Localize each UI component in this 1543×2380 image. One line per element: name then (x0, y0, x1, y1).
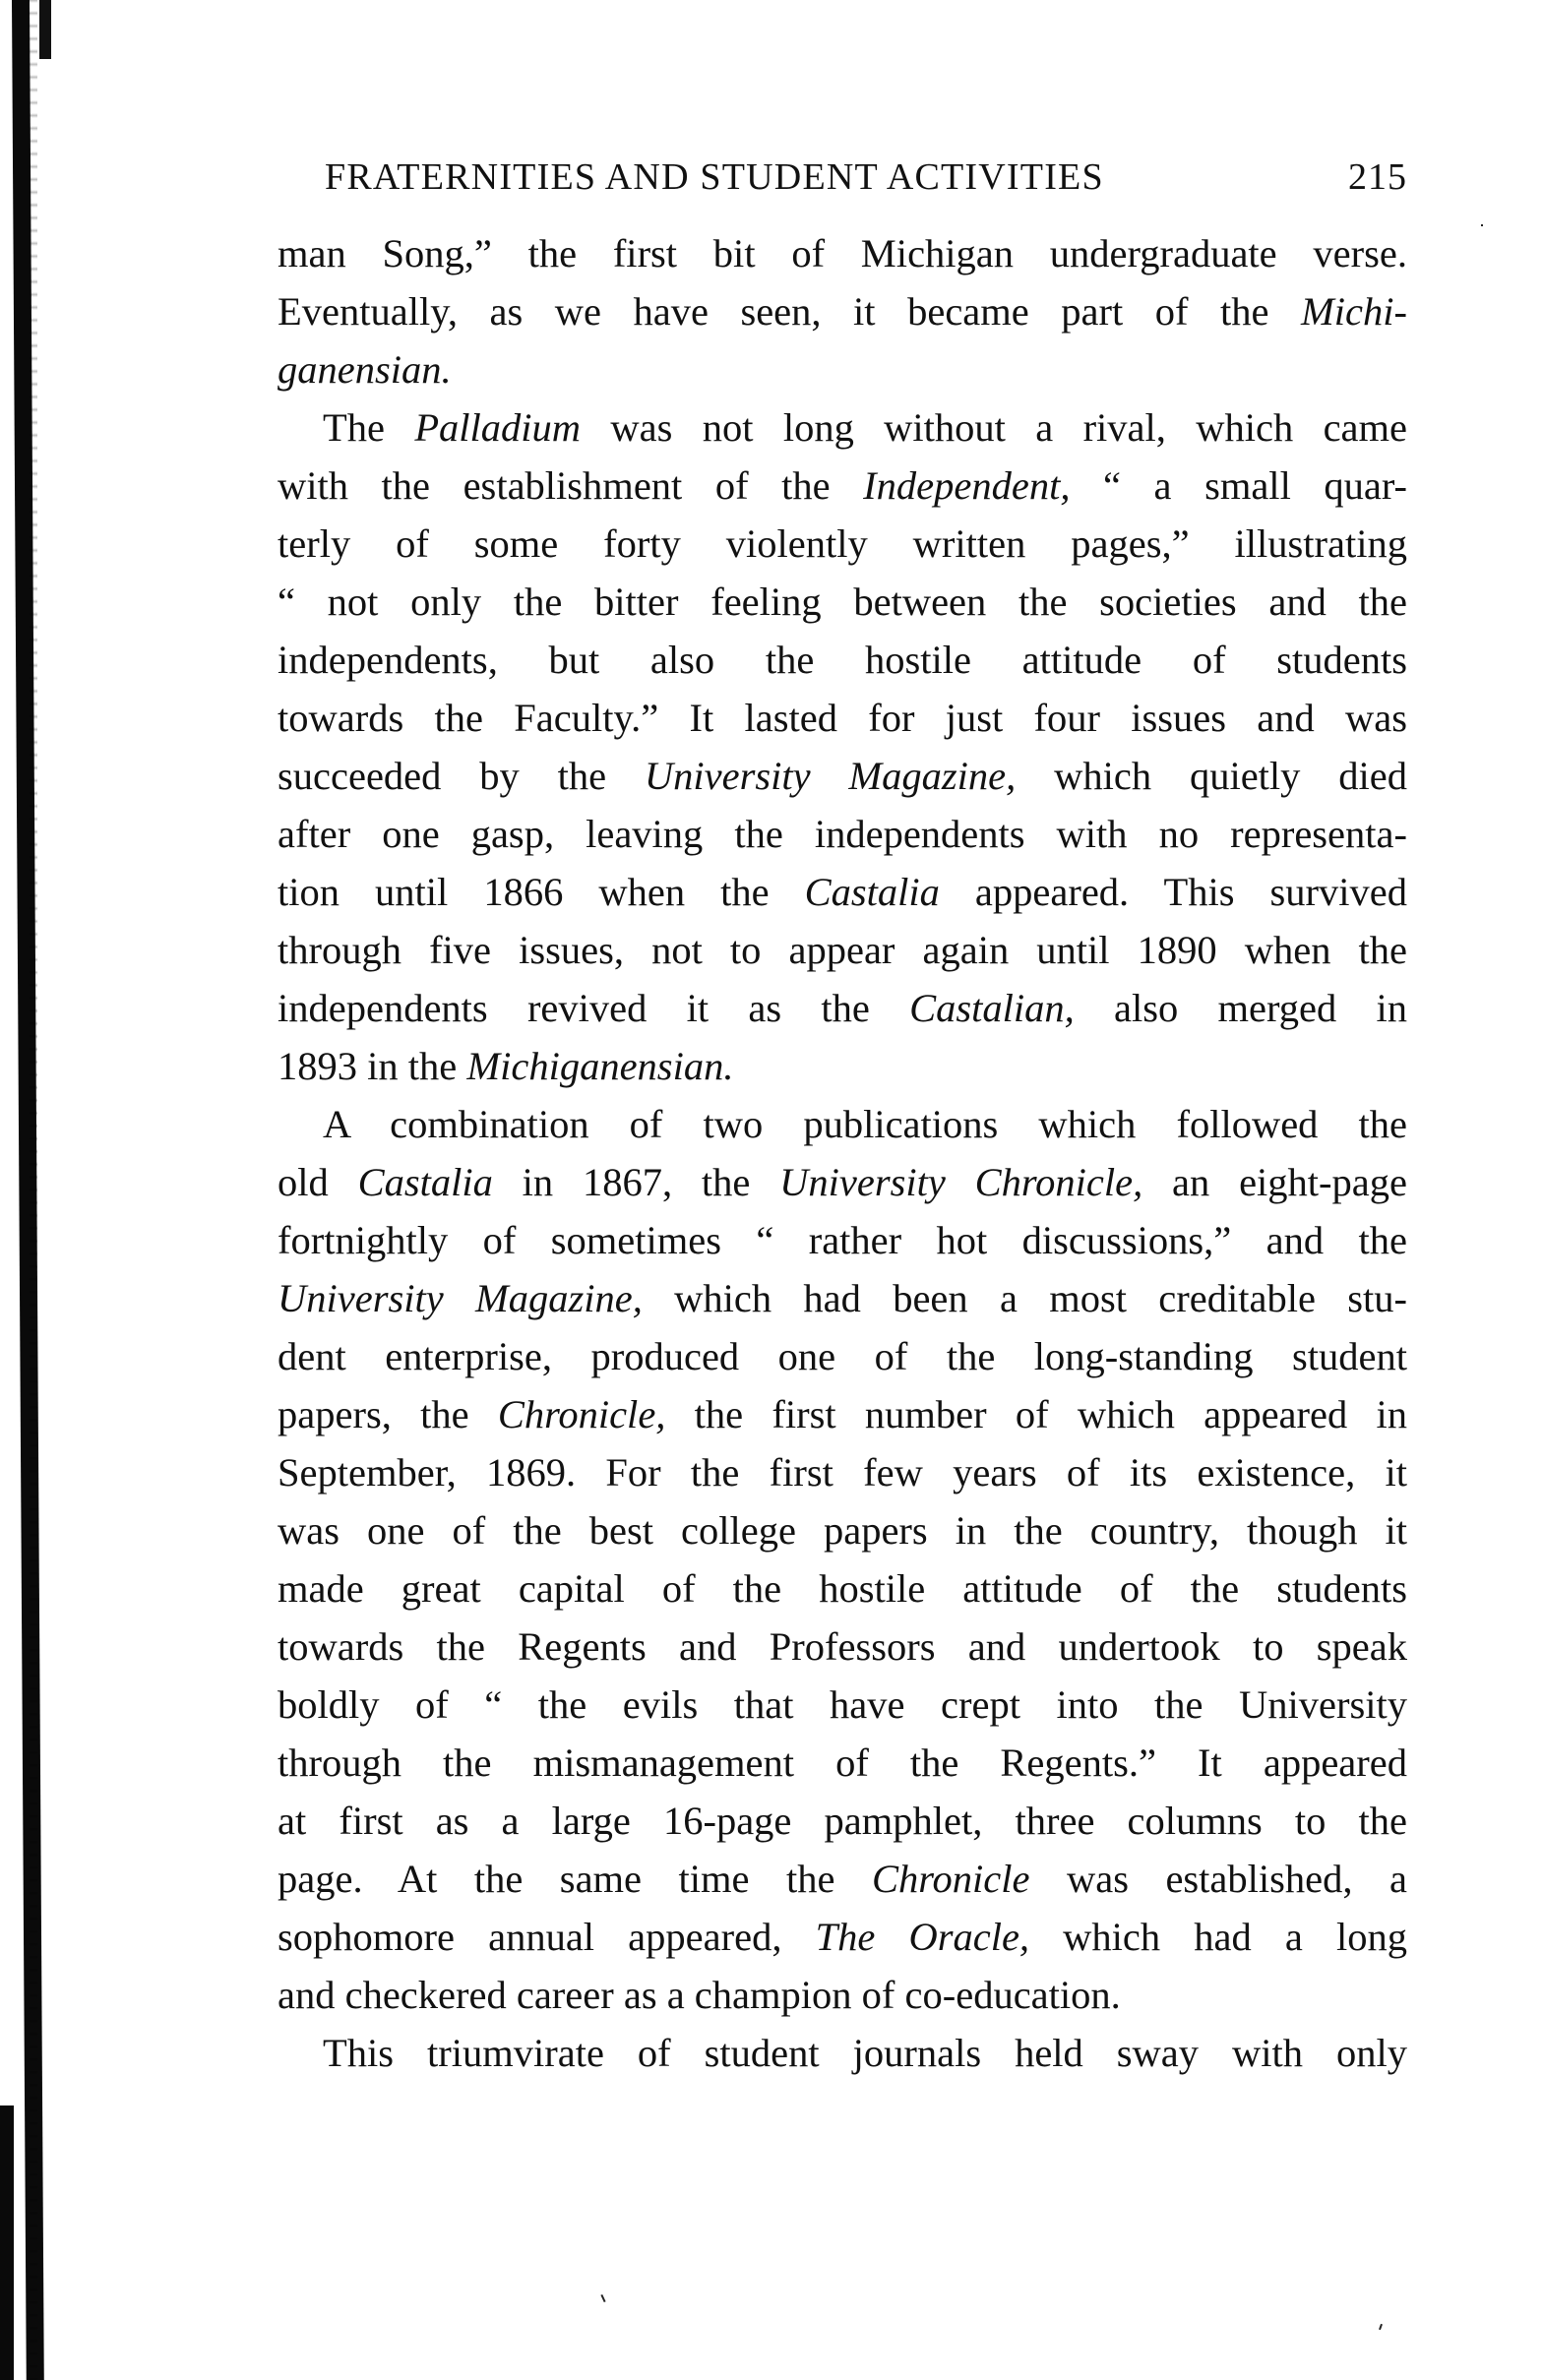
scan-speck (600, 2294, 605, 2302)
italic-title: Independent, (863, 463, 1071, 508)
text-run: which had a long (1029, 1915, 1407, 1959)
text-run: independents, but also the hostile attitude of students (278, 638, 1407, 682)
italic-title: Chronicle (871, 1857, 1030, 1901)
text-line (278, 1385, 1407, 1443)
text-run: 1893 in the (278, 1044, 467, 1088)
italic-title: Chronicle, (497, 1392, 666, 1436)
text-run: and checkered career as a champion of co-education. (278, 1973, 1121, 2017)
text-line (278, 747, 1407, 805)
text-line (278, 979, 1407, 1037)
text-run: Eventually, as we have seen, it became part of the (278, 289, 1302, 334)
italic-title: Michi- (1301, 289, 1407, 334)
text-line (278, 2024, 1407, 2082)
text-run: A combination of two publications which followed the (323, 1102, 1407, 1146)
running-head (325, 155, 1407, 199)
text-line (278, 515, 1407, 573)
text-run: also merged in (1074, 986, 1407, 1030)
text-run: in 1867, the (492, 1160, 780, 1204)
page-binding-edge (30, 0, 37, 2380)
text-run: the first number of which appeared in (665, 1392, 1407, 1436)
text-line (278, 1269, 1407, 1327)
text-line (278, 1617, 1407, 1676)
text-run: which quietly died (1016, 754, 1408, 798)
text-run: “ a small quar- (1070, 463, 1408, 508)
text-run: appeared. This survived (939, 870, 1407, 914)
italic-title: ganensian. (278, 347, 452, 392)
text-line (278, 1559, 1407, 1617)
text-line (278, 805, 1407, 863)
italic-title: Palladium (414, 405, 582, 450)
page-binding-shadow (12, 0, 44, 2380)
text-line (278, 1327, 1407, 1385)
italic-title: University Chronicle, (779, 1160, 1143, 1204)
italic-title: The Oracle, (815, 1915, 1030, 1959)
text-run: tion until 1866 when the (278, 870, 805, 914)
text-line (278, 1966, 1407, 2024)
text-run: This triumvirate of student journals held sway with only (323, 2031, 1407, 2075)
text-run: was established, a (1029, 1857, 1407, 1901)
text-line (278, 340, 1407, 398)
text-line (278, 1037, 1407, 1095)
text-line (278, 573, 1407, 631)
text-run: The (323, 405, 415, 450)
italic-title: Castalian, (909, 986, 1075, 1030)
italic-title: University Magazine, (278, 1276, 643, 1320)
text-line (278, 1153, 1407, 1211)
italic-title: Michiganensian. (466, 1044, 734, 1088)
text-line (278, 921, 1407, 979)
text-run: made great capital of the hostile attitude of the students (278, 1566, 1407, 1611)
text-run: fortnightly of sometimes “ rather hot discussions,” and the (278, 1218, 1407, 1262)
text-line (278, 1676, 1407, 1734)
page-binding-foot (0, 2105, 14, 2380)
text-line (278, 631, 1407, 689)
page-number: 215 (1348, 156, 1407, 198)
italic-title: Castalia (804, 870, 940, 914)
text-line (278, 1734, 1407, 1792)
text-line (278, 1095, 1407, 1153)
text-run: succeeded by the (278, 754, 645, 798)
text-run: was one of the best college papers in the country, though it (278, 1508, 1407, 1553)
text-line (278, 1211, 1407, 1269)
text-run: dent enterprise, produced one of the long-standing student (278, 1334, 1407, 1378)
text-line (278, 457, 1407, 515)
text-run: at first as a large 16-page pamphlet, three columns to the (278, 1799, 1407, 1843)
text-run: page. At the same time the (278, 1857, 872, 1901)
italic-title: University Magazine, (644, 754, 1017, 798)
text-line (278, 1850, 1407, 1908)
text-line (278, 1792, 1407, 1850)
text-run: through the mismanagement of the Regents.” It appeared (278, 1740, 1407, 1785)
chapter-title: FRATERNITIES AND STUDENT ACTIVITIES (325, 156, 1104, 198)
italic-title: Castalia (357, 1160, 493, 1204)
text-line (278, 863, 1407, 921)
text-run: man Song,” the first bit of Michigan undergraduate verse. (278, 231, 1407, 275)
scan-speck (1481, 224, 1483, 226)
text-run: September, 1869. For the first few years of its existence, it (278, 1450, 1407, 1495)
text-line (278, 1443, 1407, 1501)
text-run: after one gasp, leaving the independents with no representa- (278, 812, 1407, 856)
text-run: towards the Faculty.” It lasted for just four issues and was (278, 696, 1407, 740)
text-run: “ not only the bitter feeling between the societies and the (278, 580, 1407, 624)
text-run: papers, the (278, 1392, 498, 1436)
text-line (278, 1908, 1407, 1966)
text-line (278, 689, 1407, 747)
text-line (278, 1501, 1407, 1559)
text-line (278, 224, 1407, 282)
text-run: sophomore annual appeared, (278, 1915, 816, 1959)
text-run: was not long without a rival, which came (581, 405, 1408, 450)
text-run: which had been a most creditable stu- (642, 1276, 1407, 1320)
text-run: with the establishment of the (278, 463, 864, 508)
text-line (278, 398, 1407, 457)
text-run: independents revived it as the (278, 986, 910, 1030)
text-line (278, 282, 1407, 340)
text-run: through five issues, not to appear again until 1890 when the (278, 928, 1407, 972)
page-binding-top (39, 0, 51, 59)
text-run: terly of some forty violently written pages,” illustrating (278, 521, 1407, 566)
text-run: old (278, 1160, 358, 1204)
body-text (278, 224, 1407, 2082)
text-run: boldly of “ the evils that have crept into the University (278, 1682, 1407, 1727)
text-run: towards the Regents and Professors and undertook to speak (278, 1624, 1407, 1669)
scan-speck (1379, 2324, 1383, 2330)
text-run: an eight-page (1142, 1160, 1407, 1204)
